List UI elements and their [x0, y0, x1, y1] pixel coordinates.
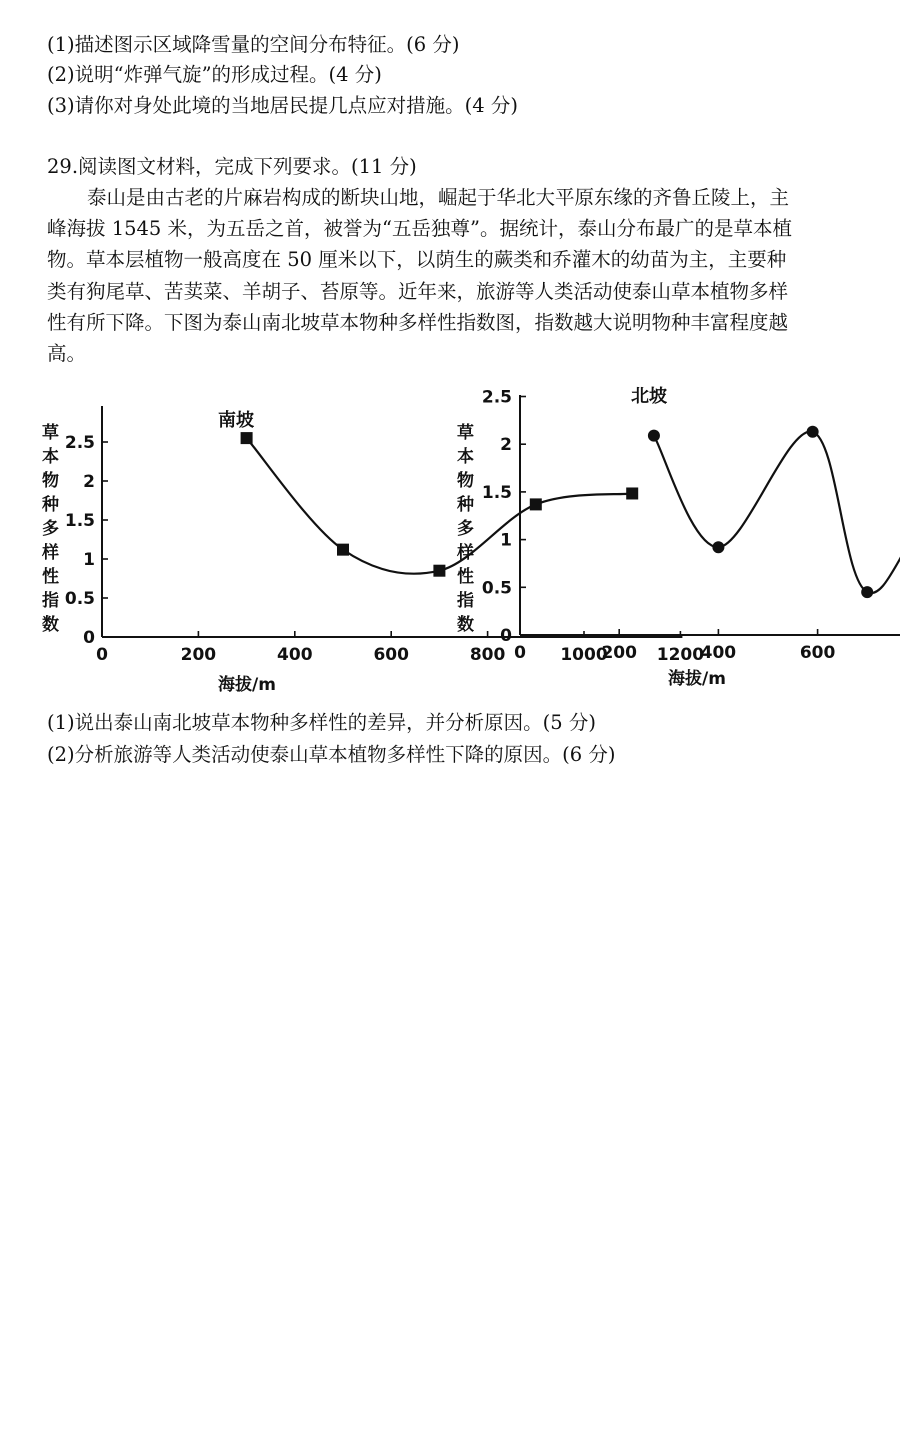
x-tick-label: 600 — [799, 643, 836, 663]
svg-text:物: 物 — [42, 471, 59, 491]
data-point — [861, 586, 873, 598]
svg-text:性: 性 — [457, 567, 474, 587]
x-tick-label: 1200 — [656, 645, 705, 665]
x-tick-label: 1000 — [560, 645, 608, 665]
question-29-heading: 29.阅读图文材料，完成下列要求。(11 分) — [47, 155, 417, 178]
y-tick-label: 1.5 — [481, 482, 512, 503]
x-tick-label: 200 — [601, 643, 637, 663]
chart-title: 南坡 — [218, 410, 254, 431]
y-tick-label: 0 — [83, 628, 95, 648]
y-tick-label: 1 — [500, 530, 512, 551]
data-point — [807, 426, 819, 438]
svg-text:数: 数 — [457, 615, 474, 635]
x-tick-label: 800 — [469, 645, 506, 665]
data-point — [337, 544, 349, 556]
svg-text:草: 草 — [457, 423, 474, 443]
passage-line: 类有狗尾草、苦荬菜、羊胡子、苔原等。近年来，旅游等人类活动使泰山草本植物多样 — [47, 280, 789, 303]
x-tick-label: 600 — [373, 645, 409, 665]
svg-text:数: 数 — [42, 615, 59, 635]
figure-charts — [0, 378, 900, 708]
question-item-3: (3)请你对身处此境的当地居民提几点应对措施。(4 分) — [47, 94, 518, 117]
data-point — [626, 487, 638, 499]
svg-text:种: 种 — [42, 495, 59, 515]
passage-line: 峰海拔 1545 米，为五岳之首，被誉为“五岳独尊”。据统计，泰山分布最广的是草本植 — [47, 217, 792, 240]
svg-text:本: 本 — [42, 447, 59, 467]
x-tick-label: 0 — [96, 645, 108, 665]
y-tick-label: 2 — [83, 472, 95, 492]
x-axis-label: 海拔/m — [218, 675, 276, 695]
x-tick-label: 400 — [700, 643, 737, 663]
svg-text:样: 样 — [42, 543, 59, 563]
svg-text:性: 性 — [42, 567, 59, 587]
series-line — [247, 438, 633, 574]
y-tick-label: 2.5 — [64, 433, 95, 453]
y-axis-label — [456, 423, 474, 635]
y-tick-label: 2.5 — [481, 387, 512, 408]
data-point — [648, 430, 660, 442]
data-point — [241, 432, 253, 444]
x-tick-label: 200 — [180, 645, 217, 665]
series-line — [654, 431, 900, 593]
svg-text:指: 指 — [457, 591, 474, 611]
y-axis-label — [41, 423, 59, 635]
x-tick-label: 400 — [277, 645, 313, 665]
question-item-2: (2)说明“炸弹气旋”的形成过程。(4 分) — [47, 63, 382, 86]
chart-title: 北坡 — [631, 386, 667, 407]
svg-text:本: 本 — [457, 447, 474, 467]
svg-text:种: 种 — [457, 495, 474, 515]
question-item-1: (1)描述图示区域降雪量的空间分布特征。(6 分) — [47, 33, 460, 56]
x-axis-label: 海拔/m — [668, 669, 726, 689]
data-point — [530, 498, 542, 510]
y-tick-label: 0.5 — [64, 589, 95, 609]
y-tick-label: 2 — [500, 435, 512, 456]
sub-question-2: (2)分析旅游等人类活动使泰山草本植物多样性下降的原因。(6 分) — [47, 743, 616, 766]
y-tick-label: 0 — [500, 626, 512, 646]
svg-text:物: 物 — [457, 471, 474, 491]
data-point — [433, 565, 445, 577]
svg-text:草: 草 — [42, 423, 59, 443]
svg-text:多: 多 — [457, 519, 474, 539]
passage-line: 泰山是由古老的片麻岩构成的断块山地，崛起于华北大平原东缘的齐鲁丘陵上，主 — [87, 186, 790, 209]
y-tick-label: 0.5 — [481, 578, 512, 599]
svg-text:指: 指 — [42, 591, 59, 611]
y-tick-label: 1 — [83, 550, 95, 570]
chart-north-slope — [456, 385, 900, 689]
passage-line: 物。草本层植物一般高度在 50 厘米以下，以荫生的蕨类和乔灌木的幼苗为主，主要种 — [47, 248, 787, 271]
sub-question-1: (1)说出泰山南北坡草本物种多样性的差异，并分析原因。(5 分) — [47, 711, 596, 734]
data-point — [712, 541, 724, 553]
svg-text:多: 多 — [42, 519, 59, 539]
svg-text:样: 样 — [457, 543, 474, 563]
y-tick-label: 1.5 — [64, 511, 95, 531]
passage-line: 高。 — [47, 342, 87, 365]
passage-line: 性有所下降。下图为泰山南北坡草本物种多样性指数图，指数越大说明物种丰富程度越 — [47, 311, 789, 334]
x-tick-label: 0 — [514, 643, 526, 663]
